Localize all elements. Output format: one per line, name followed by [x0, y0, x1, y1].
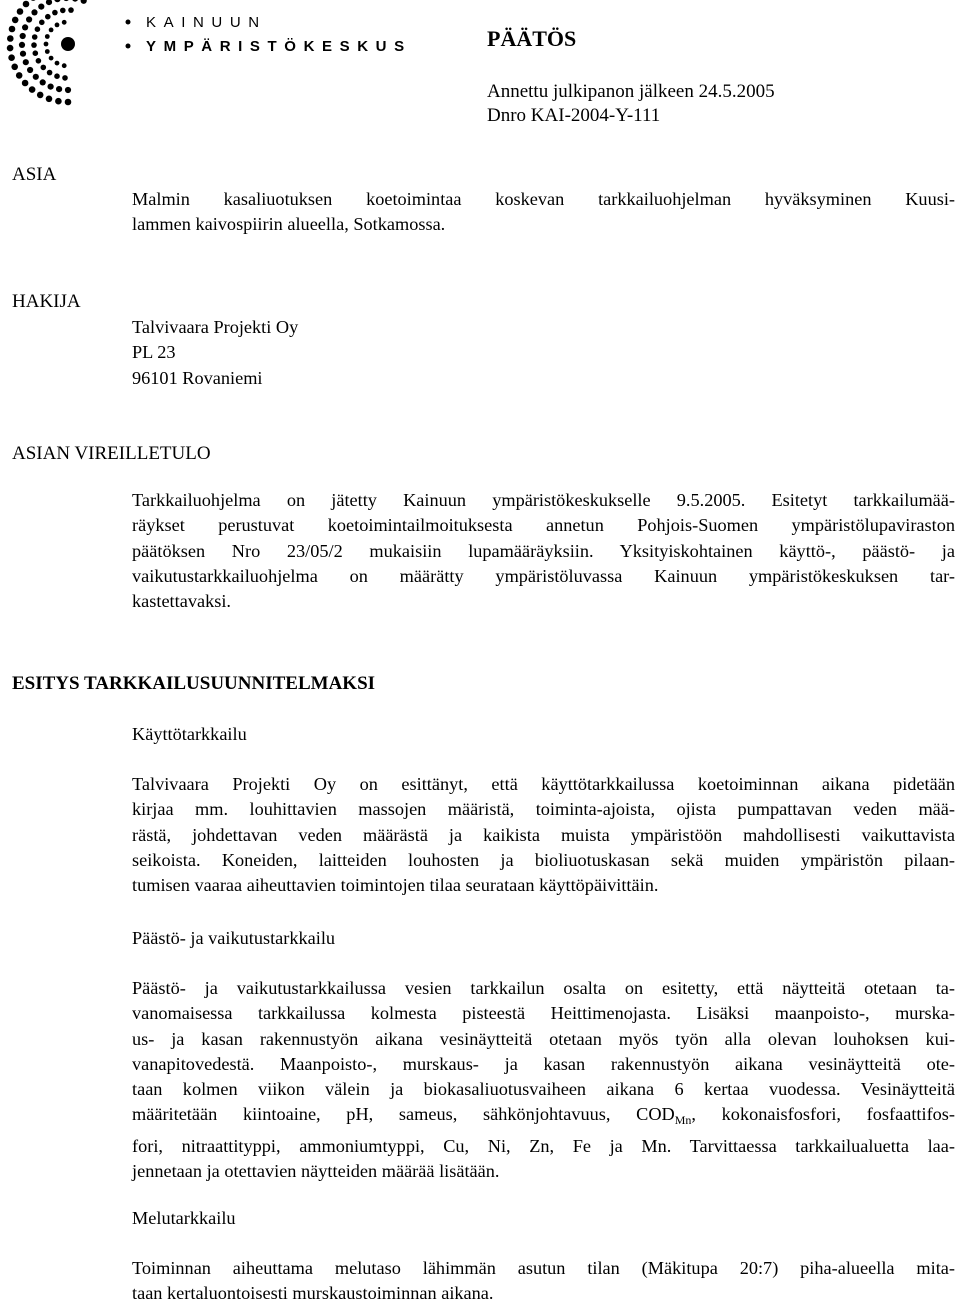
vireilletulo-text: [132, 488, 955, 614]
subheading-melutarkkailu: Melutarkkailu: [132, 1208, 236, 1228]
logo-dot: [8, 54, 15, 61]
logo-dot: [20, 33, 26, 39]
logo-dot: [33, 50, 39, 56]
logo-dot: [44, 42, 49, 47]
diary-number: Dnro KAI-2004-Y-111: [487, 105, 661, 126]
vireilletulo-line: kastettavaksi.: [132, 591, 231, 612]
applicant-city: 96101 Rovaniemi: [132, 368, 263, 388]
logo-dot: [20, 51, 26, 57]
paasto-line: vanapitovedestä. Maanpoisto-, murskaus- ja kasan rakennustyön aikana vesinäytteitä ote-: [132, 1053, 955, 1074]
section-heading-asia: ASIA: [12, 164, 57, 185]
section-heading-esitys: ESITYS TARKKAILUSUUNNITELMAKSI: [12, 673, 376, 694]
paasto-line6-end: , kokonaisfosfori, fosfaattifos-: [691, 1104, 955, 1125]
subheading-paastotarkkailu: Päästö- ja vaikutustarkkailu: [132, 928, 336, 948]
logo-dot: [40, 79, 46, 85]
section-heading-vireilletulo: ASIAN VIREILLETULO: [12, 443, 211, 464]
org-name-line1: KAINUUN: [146, 14, 267, 31]
org-name-line2: YMPÄRISTÖKESKUS: [146, 38, 412, 55]
cod-subscript: Mn: [674, 1113, 692, 1128]
section-heading-hakija: HAKIJA: [12, 291, 81, 312]
published-date: Annettu julkipanon jälkeen 24.5.2005: [487, 81, 775, 102]
document-title: PÄÄTÖS: [487, 26, 577, 51]
kaytto-line: rästä, johdettavan veden määrästä ja kaikista muista ympäristöön mahdollisesti vaikuttavista: [132, 824, 955, 845]
applicant-po-box: PL 23: [132, 342, 176, 362]
logo-dot: [9, 26, 16, 33]
paasto-line: jennetaan ja otettavien näytteiden määrää lisätään.: [132, 1161, 500, 1182]
logo-dot: [35, 26, 41, 32]
kayttotarkkailu-text: [132, 772, 955, 898]
logo-dot: [62, 63, 67, 68]
asia-text: [132, 187, 955, 238]
paasto-line: fori, nitraattityppi, ammoniumtyppi, Cu, Ni, Zn, Fe ja Mn. Tarvittaessa tarkkailualuetta laa-: [132, 1135, 955, 1156]
logo-dot: [41, 65, 47, 71]
logo-dot: [12, 17, 19, 24]
paasto-line-cod: [132, 1102, 955, 1133]
melu-line: taan kertaluontoisesti murskaustoiminnan aikana.: [132, 1283, 494, 1304]
logo-dot: [55, 61, 60, 66]
paastotarkkailu-text: [132, 976, 955, 1184]
logo-dot: [16, 72, 23, 79]
logo-dot: [81, 0, 87, 4]
logo-dot: [36, 58, 42, 64]
melu-line: Toiminnan aiheuttama melutaso lähimmän asutun tilan (Mäkitupa 20:7) piha-alueella mita-: [132, 1258, 955, 1278]
logo-dot: [45, 49, 50, 54]
logo-dot: [52, 10, 58, 16]
logo-dot: [56, 86, 62, 92]
logo-dot: [126, 44, 131, 49]
kaytto-line: seikoista. Koneiden, laitteiden louhosten ja bioliuotuskasan sekä muiden ympäristön pilaan-: [132, 849, 955, 870]
asia-line: Malmin kasaliuotuksen koetoimintaa koskevan tarkkailuohjelman hyväksyminen Kuusi-: [132, 189, 955, 209]
logo-dot: [54, 0, 60, 2]
logo-dot: [7, 45, 14, 52]
kainuu-logo: [0, 0, 140, 110]
logo-dot: [68, 7, 74, 13]
logo-dot: [55, 23, 60, 28]
paasto-line: us- ja kasan rakennustyön aikana vesinäytteitä otetaan myös työn alla olevan louhoksen kui-: [132, 1028, 955, 1049]
logo-dot: [31, 42, 37, 48]
paasto-line: vanomaisessa tarkkailussa kolmesta pisteestä Heittimenojasta. Lisäksi maanpoisto-, murska-: [132, 1003, 955, 1024]
logo-dot: [45, 14, 51, 20]
melutarkkailu-text: [132, 1256, 955, 1307]
paasto-line: Päästö- ja vaikutustarkkailussa vesien tarkkailun osalta on esitetty, että näytteitä otetaan ta-: [132, 978, 955, 998]
logo-dot: [33, 74, 39, 80]
logo-dot: [31, 9, 37, 15]
logo-dot: [49, 56, 54, 61]
logo-dot: [48, 84, 54, 90]
logo-dot: [126, 20, 131, 25]
logo-dot: [63, 0, 69, 1]
logo-dot: [55, 98, 62, 105]
logo-dot: [46, 96, 53, 103]
logo-dot: [65, 87, 71, 93]
logo-dot: [38, 4, 44, 10]
kaytto-line: kirjaa mm. louhittavien massojen määristä, toiminta-ajoista, ojista pumpattavan veden mää-: [132, 799, 955, 820]
kaytto-line: tumisen vaaraa aiheuttavien toimintojen tilaa seurataan käyttöpäivittäin.: [132, 875, 659, 896]
logo-dot: [22, 24, 28, 30]
vireilletulo-line: vaikutustarkkailuohjelma on määrätty ympäristöluvassa Kainuun ympäristökeskuksen tar-: [132, 565, 955, 586]
logo-dot: [26, 16, 32, 22]
logo-dot: [19, 42, 25, 48]
kaytto-line: Talvivaara Projekti Oy on esittänyt, että käyttötarkkailussa koetoiminnan aikana pidetään: [132, 774, 955, 794]
logo-dot: [49, 28, 54, 33]
logo-dot: [7, 35, 14, 42]
logo-dot: [39, 20, 45, 26]
logo-dot: [45, 34, 50, 39]
vireilletulo-line: räykset perustuvat koetoimintailmoituksesta annetun Pohjois-Suomen ympäristölupaviraston: [132, 515, 955, 536]
logo-dot: [32, 34, 38, 40]
asia-line: lammen kaivospiirin alueella, Sotkamossa.: [132, 214, 446, 235]
applicant-name: Talvivaara Projekti Oy: [132, 317, 299, 337]
logo-dot: [17, 8, 24, 15]
paasto-line6-start: määritetään kiintoaine, pH, sameus, sähkönjohtavuus, COD: [132, 1104, 675, 1125]
logo-dot: [30, 0, 37, 1]
vireilletulo-line: päätöksen Nro 23/05/2 mukaisiin lupamääräyksiin. Yksityiskohtainen käyttö-, päästö- ja: [132, 540, 955, 561]
logo-dot: [22, 80, 29, 87]
subheading-kayttotarkkailu: Käyttötarkkailu: [132, 724, 247, 744]
logo-dot: [23, 59, 29, 65]
logo-dot: [11, 64, 18, 71]
logo-dot: [23, 1, 30, 8]
logo-dot: [72, 0, 78, 2]
logo-dot: [27, 67, 33, 73]
logo-dot: [37, 92, 44, 99]
logo-dot: [62, 75, 68, 81]
logo-dot: [62, 20, 67, 25]
vireilletulo-line: Tarkkailuohjelma on jätetty Kainuun ympäristökeskukselle 9.5.2005. Esitetyt tarkkailumää-: [132, 490, 955, 510]
paasto-line: taan kolmen viikon välein ja biokasaliuotusvaiheen aikana 6 kertaa vuodessa. Vesinäytteitä: [132, 1079, 955, 1100]
logo-dot: [60, 8, 66, 14]
logo-dot: [46, 0, 52, 5]
logo-dot: [29, 86, 36, 93]
logo-dot: [65, 99, 72, 106]
logo-dot: [47, 70, 53, 76]
logo-dot: [54, 73, 60, 79]
